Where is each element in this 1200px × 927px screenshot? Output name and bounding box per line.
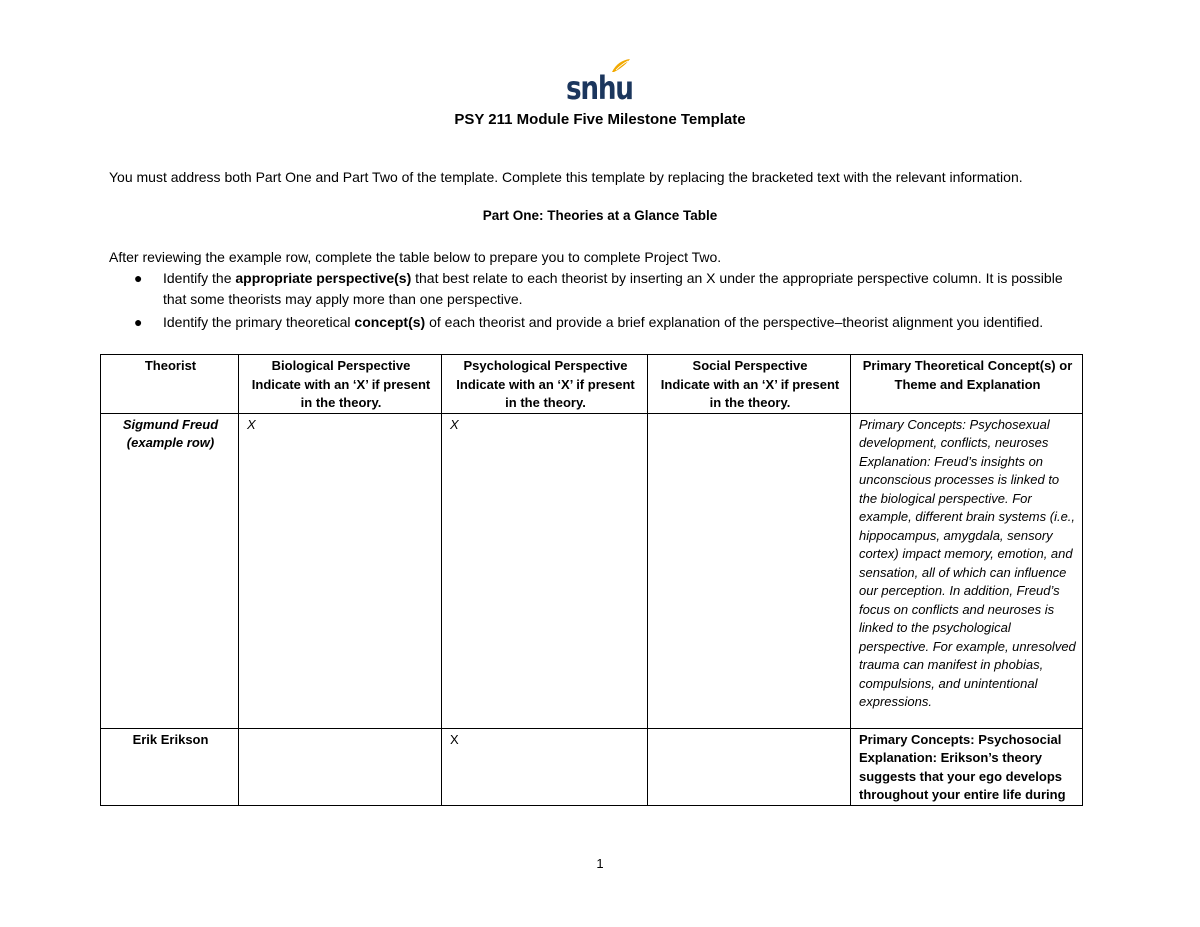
- table-row: [101, 728, 1083, 805]
- part-one-heading: Part One: Theories at a Glance Table: [482, 208, 718, 223]
- bullet-icon: ●: [134, 270, 143, 286]
- theorist-cell: Sigmund Freud (example row): [101, 413, 239, 728]
- header-concept: Primary Theoretical Concept(s) or Theme and Explanation: [851, 355, 1083, 414]
- concept-cell[interactable]: Primary Concepts: Psychosocial Explanation: Erikson’s theory suggests that your ego develops throughout your entire life during: [851, 728, 1083, 805]
- leaf-icon: [610, 58, 632, 74]
- biological-cell[interactable]: [239, 728, 442, 805]
- header-social: Social Perspective Indicate with an ‘X’ if present in the theory.: [648, 355, 851, 414]
- bullet-icon: ●: [134, 314, 143, 330]
- psychological-cell[interactable]: X: [442, 728, 648, 805]
- social-cell[interactable]: [648, 413, 851, 728]
- page-number: 1: [596, 856, 604, 871]
- intro-paragraph: You must address both Part One and Part Two of the template. Complete this template by replacing the bracketed text with the relevant information.: [109, 169, 1023, 185]
- document-title: PSY 211 Module Five Milestone Template: [454, 111, 746, 128]
- theories-table: [100, 354, 1083, 806]
- bullet-text: Identify the appropriate perspective(s) that best relate to each theorist by inserting an X under the appropriate perspective column. It is possible that some theorists may apply more than one perspective.: [163, 270, 1063, 307]
- logo-wordmark: snhu: [566, 69, 633, 107]
- header-theorist: Theorist: [101, 355, 239, 414]
- instructions-paragraph: After reviewing the example row, complete the table below to prepare you to complete Project Two.: [109, 249, 722, 265]
- concept-cell[interactable]: Primary Concepts: Psychosexual development, conflicts, neuroses Explanation: Freud’s insights on unconscious processes is linked to the biological perspective. For example, different brain systems (i.e., hippocampus, amygdala, sensory cortex) impact memory, emotion, and sensation, all of which can influence our perception. In addition, Freud’s focus on conflicts and neuroses is linked to the psychological perspective. For example, unresolved trauma can manifest in phobias, compulsions, and unintentional expressions.: [851, 413, 1083, 728]
- table-header-row: [101, 355, 1083, 414]
- header-biological: Biological Perspective Indicate with an ‘X’ if present in the theory.: [239, 355, 442, 414]
- table-row: [101, 413, 1083, 728]
- biological-cell[interactable]: X: [239, 413, 442, 728]
- psychological-cell[interactable]: X: [442, 413, 648, 728]
- snhu-logo: [566, 58, 633, 107]
- header-psychological: Psychological Perspective Indicate with an ‘X’ if present in the theory.: [442, 355, 648, 414]
- bullet-text: Identify the primary theoretical concept(s) of each theorist and provide a brief explanation of the perspective–theorist alignment you identified.: [163, 314, 1044, 330]
- social-cell[interactable]: [648, 728, 851, 805]
- theorist-cell: Erik Erikson: [101, 728, 239, 805]
